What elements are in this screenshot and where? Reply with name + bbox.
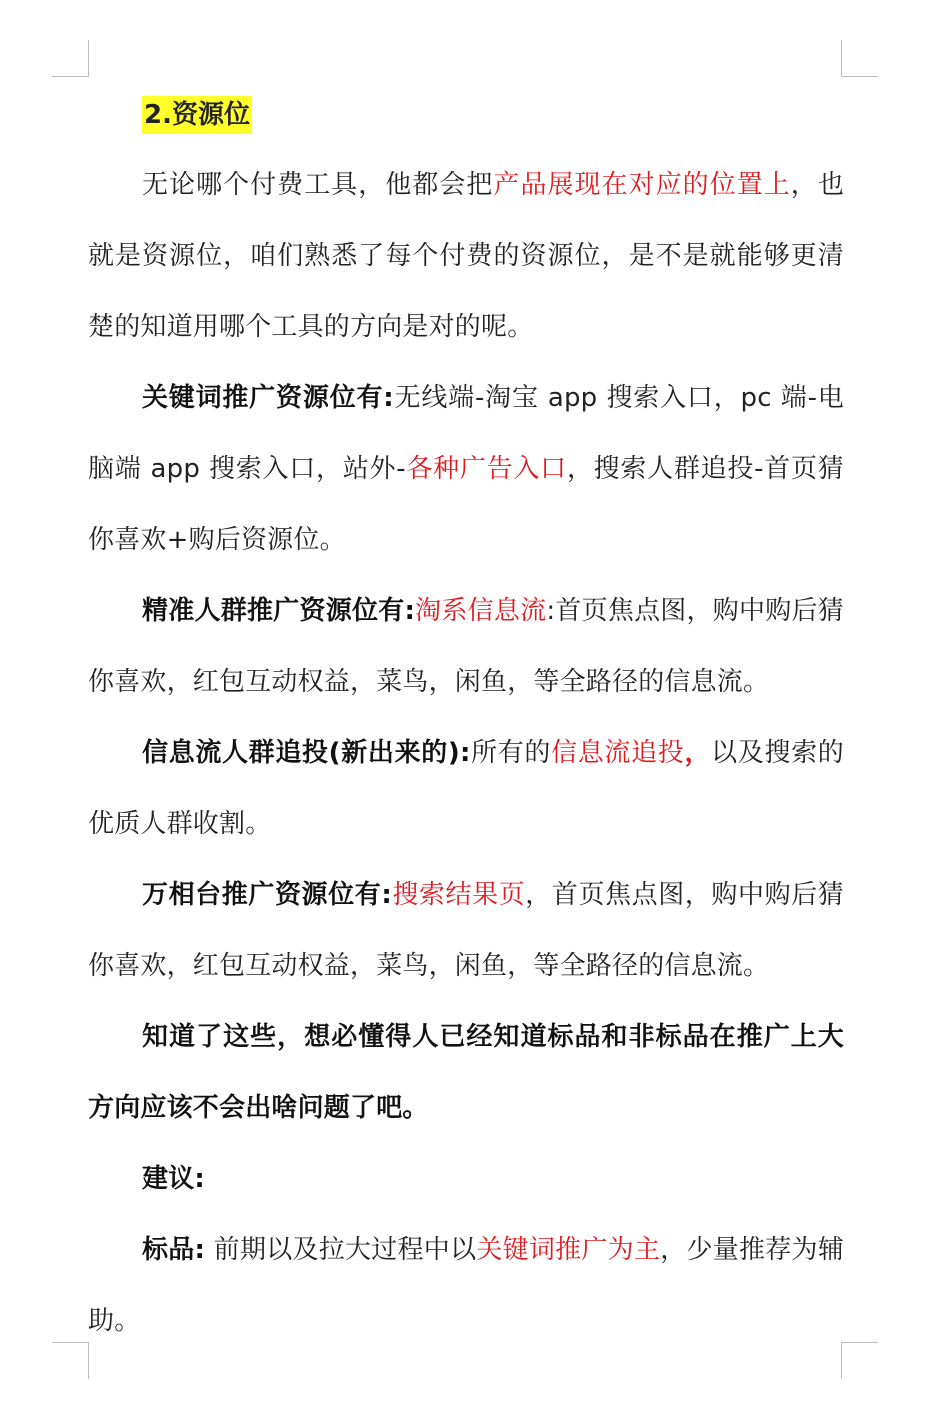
- keyword-promotion-text-1: 无线端-淘宝 app 搜索入口，pc 端-电脑端 app 搜索入口，站外-: [88, 383, 844, 484]
- standard-product-highlight: 关键词推广为主: [476, 1235, 661, 1265]
- suggestion-label: 建议:: [142, 1164, 205, 1194]
- page-corner-mark-top-left: [52, 40, 89, 77]
- standard-product-text-1: 前期以及拉大过程中以: [205, 1235, 477, 1265]
- keyword-promotion-label: 关键词推广资源位有:: [142, 383, 394, 413]
- intro-text-2: ，也就是资源位，咱们熟悉了每个付费的资源位，是不是就能够更清楚的知道用哪个工具的方向是对的呢。: [88, 170, 845, 342]
- wanxiangtai-text: ，首页焦点图，购中购后猜你喜欢，红包互动权益，菜鸟，闲鱼，等全路径的信息流。: [88, 880, 844, 981]
- feed-retargeting-comma: ，: [684, 738, 712, 768]
- page-corner-mark-bottom-right: [841, 1342, 878, 1379]
- paragraph-suggestion: [88, 1144, 844, 1215]
- feed-retargeting-label: 信息流人群追投(新出来的):: [142, 738, 471, 768]
- intro-text-1: 无论哪个付费工具，他都会把: [142, 170, 494, 200]
- keyword-promotion-highlight: 各种广告入口: [405, 454, 567, 484]
- paragraph-conclusion: [88, 1002, 844, 1144]
- precise-audience-highlight: 淘系信息流: [415, 596, 547, 626]
- page-corner-mark-top-right: [841, 40, 878, 77]
- section-heading-line: [88, 80, 844, 150]
- standard-product-text-2: ，少量推荐为辅助。: [88, 1235, 845, 1336]
- wanxiangtai-label: 万相台推广资源位有:: [142, 880, 392, 910]
- feed-retargeting-text-2: 以及搜索的优质人群收割。: [88, 738, 844, 839]
- section-heading: 2.资源位: [142, 96, 252, 134]
- intro-highlight: 产品展现在对应的位置上: [493, 170, 791, 200]
- paragraph-feed-retargeting: [88, 718, 844, 860]
- keyword-promotion-text-2: ，搜索人群追投-首页猜你喜欢+购后资源位。: [88, 454, 844, 555]
- precise-audience-label: 精准人群推广资源位有:: [142, 596, 416, 626]
- paragraph-wanxiangtai: [88, 860, 844, 1002]
- wanxiangtai-highlight: 搜索结果页: [391, 880, 526, 910]
- paragraph-keyword-promotion: [88, 363, 844, 576]
- paragraph-intro: [88, 150, 844, 363]
- standard-product-label: 标品:: [142, 1235, 206, 1265]
- document-body: [88, 80, 844, 1357]
- feed-retargeting-highlight: 信息流追投: [551, 738, 685, 768]
- paragraph-precise-audience: [88, 576, 844, 718]
- precise-audience-text: :首页焦点图，购中购后猜你喜欢，红包互动权益，菜鸟，闲鱼，等全路径的信息流。: [88, 596, 844, 697]
- feed-retargeting-text-1: 所有的: [470, 738, 552, 768]
- page-corner-mark-bottom-left: [52, 1342, 89, 1379]
- conclusion-text: 知道了这些，想必懂得人已经知道标品和非标品在推广上大方向应该不会出啥问题了吧。: [88, 1022, 844, 1123]
- paragraph-standard-product: [88, 1215, 844, 1357]
